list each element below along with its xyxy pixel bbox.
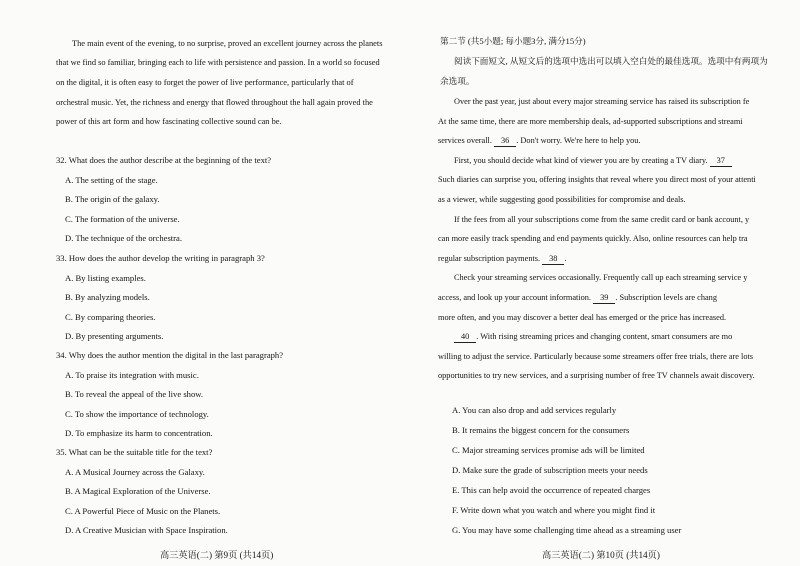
passage-line [438,370,755,381]
answer-option: A. To praise its integration with music. [65,369,199,380]
passage-line [438,253,567,265]
passage-line [438,135,641,147]
answer-option: F. Write down what you watch and where you might find it [452,505,656,515]
answer-option: C. To show the importance of technology. [65,408,209,419]
line-text: . Don't worry. We're here to help you. [516,136,641,146]
answer-option: A. A Musical Journey across the Galaxy. [65,466,205,477]
line-text: . [564,253,567,263]
passage-line: The main event of the evening, to no surprise, proved an excellent journey across the planets [72,39,383,48]
passage-line [438,351,753,362]
page-footer: 高三英语(二) 第10页 (共14页) [542,550,660,560]
line-text: First, you should decide what kind of viewer you are by creating a TV diary. [454,155,710,165]
line-text: regular subscription payments. [438,253,543,263]
answer-option: A. By listing examples. [65,272,146,283]
line-text: Over the past year, just about every major streaming service has raised its subscription fe [454,97,750,106]
passage-line [438,292,717,304]
answer-option: B. It remains the biggest concern for the consumers [452,425,630,435]
blank-number: 40 [454,331,476,343]
question-stem: 33. How does the author develop the writing in paragraph 3? [56,253,265,263]
passage-line: that we find so familiar, bringing each to life with persistence and passion. In a world so focused [56,58,380,67]
question-stem: 34. Why does the author mention the digital in the last paragraph? [56,350,284,360]
passage-line [454,155,732,167]
line-text: Check your streaming services occasionally. Frequently call up each streaming service y [454,273,748,283]
line-text: . With rising streaming prices and changing content, smart consumers are mo [476,332,733,342]
question-stem: 35. What can be the suitable title for the text? [56,447,213,457]
instruction-line: 阅读下面短文, 从短文后的选项中选出可以填入空白处的最佳选项。选项中有两项为 [454,56,768,66]
passage-line [454,331,732,343]
blank-number: 37 [710,155,732,167]
answer-option: C. The formation of the universe. [65,213,180,224]
answer-option: B. A Magical Exploration of the Universe. [65,486,211,497]
answer-option: C. A Powerful Piece of Music on the Planets. [65,505,221,516]
answer-option: D. By presenting arguments. [65,331,164,342]
answer-option: D. The technique of the orchestra. [65,233,183,244]
blank-number: 39 [593,292,615,304]
line-text: . Subscription levels are chang [615,293,717,302]
passage-line [454,214,749,225]
answer-option: C. By comparing theories. [65,311,156,322]
answer-option: B. To reveal the appeal of the live show. [65,389,204,400]
answer-option: A. The setting of the stage. [65,174,158,185]
page-footer: 高三英语(二) 第9页 (共14页) [160,550,274,560]
passage-line: power of this art form and how fascinating collective sound can be. [56,117,282,126]
passage-line [438,116,743,127]
question-stem: 32. What does the author describe at the beginning of the text? [56,155,272,165]
passage-line [438,194,686,205]
line-text: can more easily track spending and end payments quickly. Also, online resources can help tra [438,234,748,244]
answer-option: D. A Creative Musician with Space Inspiration. [65,525,228,536]
passage-line [454,96,749,107]
right-page [418,0,800,566]
line-text: At the same time, there are more membership deals, ad-supported subscriptions and streami [438,116,743,126]
line-text: willing to adjust the service. Particularly because some streamers offer free trials, there are lots [438,351,754,361]
line-text: Such diaries can surprise you, offering insights that reveal where you direct most of your attenti [438,175,756,185]
blank-number: 36 [494,135,516,147]
passage-line: on the digital, it is often easy to forget the power of live performance, particularly that of [56,78,354,87]
line-text: access, and look up your account information. [438,293,594,302]
line-text: more often, and you may discover a better deal has emerged or the price has increased. [438,312,727,322]
answer-option: D. Make sure the grade of subscription meets your needs [452,465,648,475]
section-title: 第二节 (共5小题; 每小题3分, 满分15分) [440,36,586,46]
passage-line [454,272,747,283]
passage-line [438,312,726,323]
passage-line [438,233,748,244]
passage-line [438,174,756,185]
passage-line: orchestral music. Yet, the richness and energy that flowed throughout the hall again proved the [56,98,373,107]
answer-option: G. You may have some challenging time ahead as a streaming user [452,525,682,535]
answer-option: B. By analyzing models. [65,292,150,303]
answer-option: D. To emphasize its harm to concentration. [65,428,213,439]
line-text: If the fees from all your subscriptions come from the same credit card or bank account, y [454,214,750,224]
line-text: as a viewer, while suggesting good possibilities for compromise and deals. [438,195,686,204]
answer-option: B. The origin of the galaxy. [65,194,160,205]
blank-number: 38 [542,253,564,265]
answer-option: A. You can also drop and add services regularly [452,405,617,415]
answer-option: E. This can help avoid the occurrence of repeated charges [452,485,651,495]
instruction-line: 余选项。 [440,76,475,86]
line-text: opportunities to try new services, and a surprising number of free TV channels await discovery. [438,371,755,381]
answer-option: C. Major streaming services promise ads will be limited [452,445,645,455]
line-text: services overall. [438,136,494,146]
